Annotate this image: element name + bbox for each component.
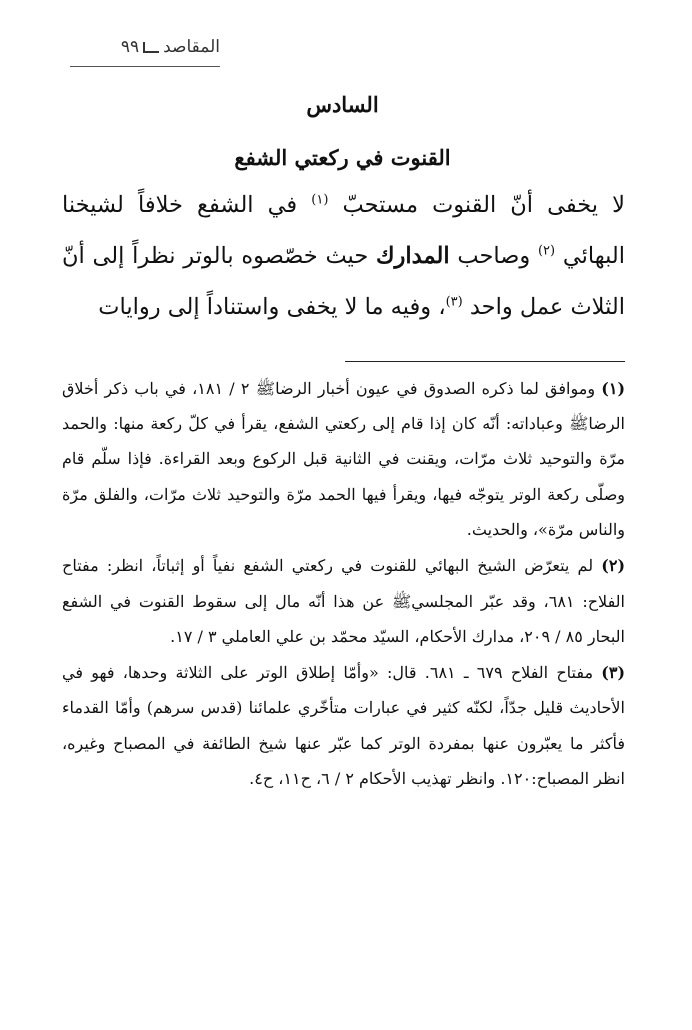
main-paragraph bbox=[62, 180, 625, 333]
section-title: القنوت في ركعتي الشفع bbox=[234, 145, 451, 170]
header-rule-mark bbox=[143, 42, 159, 53]
page-number: ٩٩ bbox=[120, 37, 140, 57]
running-header bbox=[70, 30, 220, 67]
footnote-text: مفتاح الفلاح ٦٧٩ ـ ٦٨١. قال: «وأمّا إطلاق الوتر على الثلاثة وحدها، فهو في الأحاديث قليل جدّاً، لكنّه كثير في عبارات متأخّري علمائنا (قدس سرهم) وأمّا القدماء فأكثر ما يعبّرون عنها بمفردة الوتر كما عبّر عنها شيخ الطائفة في المصباح وغيره، انظر المصباح:١٢٠. وانظر تهذيب الأحكام ٢ / ٦، ح١١، ح٤. bbox=[62, 663, 625, 788]
footnote-text: لم يتعرّض الشيخ البهائي للقنوت في ركعتي الشفع نفياً أو إثباتاً، انظر: مفتاح الفلاح: ٦٨١، وقد عبّر المجلسيﷺ عن هذا أنّه مال إلى سقوط القنوت في الشفع البحار ٨٥ / ٢٠٩، مدارك الأحكام، السيّد محمّد بن علي العاملي ٣ / ١٧. bbox=[62, 556, 626, 646]
footnote-number: (١) bbox=[601, 379, 626, 398]
footnote-2 bbox=[62, 548, 625, 654]
footnote-3 bbox=[62, 655, 625, 796]
footnote-number: (٣) bbox=[601, 663, 626, 683]
book-name-bold: المدارك bbox=[376, 243, 450, 269]
footnote-1 bbox=[62, 371, 625, 547]
main-text-part: ، وفيه ما لا يخفى واستناداً إلى روايات bbox=[98, 294, 446, 320]
footnote-ref-3[interactable]: (٣) bbox=[445, 294, 463, 310]
footnote-text: وموافق لما ذكره الصدوق في عيون أخبار الرضاﷺ ٢ / ١٨١، في باب ذكر أخلاق الرضاﷺ وعباداته: أنّه كان إذا قام إلى ركعتي الشفع، يقرأ في كلّ ركعة منها: والحمد مرّة والتوحيد ثلاث مرّات، ويقنت في الثانية قبل الركوع وبعد القراءة. فإذا سلّم قام وصلّى ركعة الوتر يتوجّه فيها، ويقرأ فيها الحمد مرّة والتوحيد ثلاث مرّات، والفلق مرّة والناس مرّة»، والحديث. bbox=[62, 379, 625, 539]
main-text-part: في الشفع خلافاً لشيخنا البهائي bbox=[62, 192, 625, 269]
footnote-ref-1[interactable]: (١) bbox=[311, 192, 329, 208]
header-title: المقاصد bbox=[163, 37, 220, 57]
footnote-number: (٢) bbox=[601, 556, 626, 576]
main-text-part: حيث خصّصوه بالوتر نظراً إلى أنّ الثلاث عمل واحد bbox=[62, 243, 625, 320]
footnotes bbox=[62, 371, 625, 797]
main-text-part: وصاحب bbox=[449, 243, 538, 269]
footnote-ref-2[interactable]: (٢) bbox=[537, 243, 556, 259]
footnote-separator bbox=[345, 361, 625, 362]
section-ordinal: السادس bbox=[306, 92, 379, 117]
main-text-part: لا يخفى أنّ القنوت مستحبّ bbox=[342, 192, 625, 218]
